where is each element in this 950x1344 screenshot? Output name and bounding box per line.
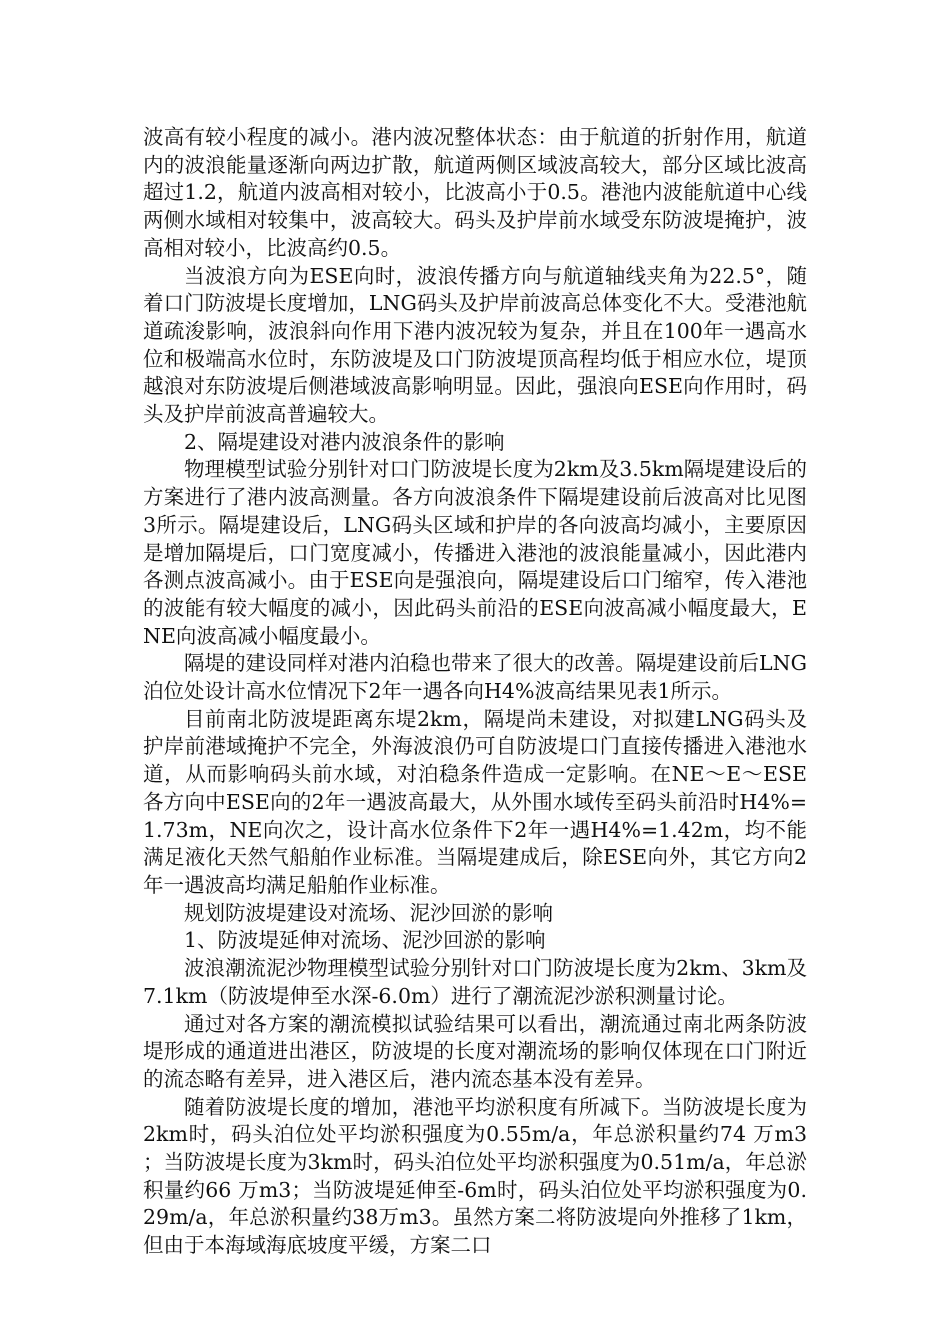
paragraph-current-breakwater-status: 目前南北防波堤距离东堤2km，隔堤尚未建设，对拟建LNG码头及护岸前港域掩护不完全，外海波浪仍可自防波堤口门直接传播进入港池水道，从而影响码头前水域，对泊稳条件造成一定影响。在NE～E～ESE各方向中ESE向的2年一遇波高最大，从外围水域传至码头前沿时H4%=1.73m，NE向次之，设计高水位条件下2年一遇H4%=1.42m，均不能满足液化天然气船舶作业标准。当隔堤建成后，除ESE向外，其它方向2年一遇波高均满足船舶作业标准。 [143, 706, 807, 897]
document-body [143, 124, 807, 1260]
paragraph-wave-height-reduction: 波高有较小程度的减小。港内波况整体状态：由于航道的折射作用，航道内的波浪能量逐渐向两边扩散，航道两侧区域波高较大，部分区域比波高超过1.2，航道内波高相对较小，比波高小于0.5。港池内波能航道中心线两侧水域相对较集中，波高较大。码头及护岸前水域受东防波堤掩护，波高相对较小，比波高约0.5。 [143, 125, 807, 260]
paragraph-tidal-flow-results: 通过对各方案的潮流模拟试验结果可以看出，潮流通过南北两条防波堤形成的通道进出港区，防波堤的长度对潮流场的影响仅体现在口门附近的流态略有差异，进入港区后，港内流态基本没有差异。 [143, 1011, 807, 1091]
paragraph-siltation-results: 随着防波堤长度的增加，港池平均淤积度有所减下。当防波堤长度为2km时，码头泊位处平均淤积强度为0.55m/a，年总淤积量约74 万m3；当防波堤长度为3km时，码头泊位处平均淤积强度为0.51m/a，年总淤积量约66 万m3；当防波堤延伸至-6m时，码头泊位处平均淤积强度为0.29m/a，年总淤积量约38万m3。虽然方案二将防波堤向外推移了1km，但由于本海域海底坡度平缓，方案二口 [143, 1094, 807, 1258]
paragraph-sediment-model-test: 波浪潮流泥沙物理模型试验分别针对口门防波堤长度为2km、3km及7.1km（防波堤伸至水深-6.0m）进行了潮流泥沙淤积测量讨论。 [143, 956, 807, 1008]
paragraph-ese-wave-direction: 当波浪方向为ESE向时，波浪传播方向与航道轴线夹角为22.5°，随着口门防波堤长度增加，LNG码头及护岸前波高总体变化不大。受港池航道疏浚影响，波浪斜向作用下港内波况较为复杂，并且在100年一遇高水位和极端高水位时，东防波堤及口门防波堤顶高程均低于相应水位，堤顶越浪对东防波堤后侧港域波高影响明显。因此，强浪向ESE向作用时，码头及护岸前波高普遍较大。 [143, 263, 807, 427]
paragraph-physical-model-test: 物理模型试验分别针对口门防波堤长度为2km及3.5km隔堤建设后的方案进行了港内波高测量。各方向波浪条件下隔堤建设前后波高对比见图3所示。隔堤建设后，LNG码头区域和护岸的各向波高均减小，主要原因是增加隔堤后，口门宽度减小，传播进入港池的波浪能量减小，因此港内各测点波高减小。由于ESE向是强浪向，隔堤建设后口门缩窄，传入港池的波能有较大幅度的减小，因此码头前沿的ESE向波高减小幅度最大，ENE向波高减小幅度最小。 [143, 457, 807, 648]
subsection-heading-breakwater-extension: 1、防波堤延伸对流场、泥沙回淤的影响 [184, 928, 546, 953]
section-heading-breakwater-flow-sediment: 规划防波堤建设对流场、泥沙回淤的影响 [184, 900, 553, 925]
paragraph-berth-stability: 隔堤的建设同样对港内泊稳也带来了很大的改善。隔堤建设前后LNG泊位处设计高水位情况下2年一遇各向H4%波高结果见表1所示。 [143, 651, 807, 704]
section-heading-partition-dike-waves: 2、隔堤建设对港内波浪条件的影响 [184, 429, 505, 454]
